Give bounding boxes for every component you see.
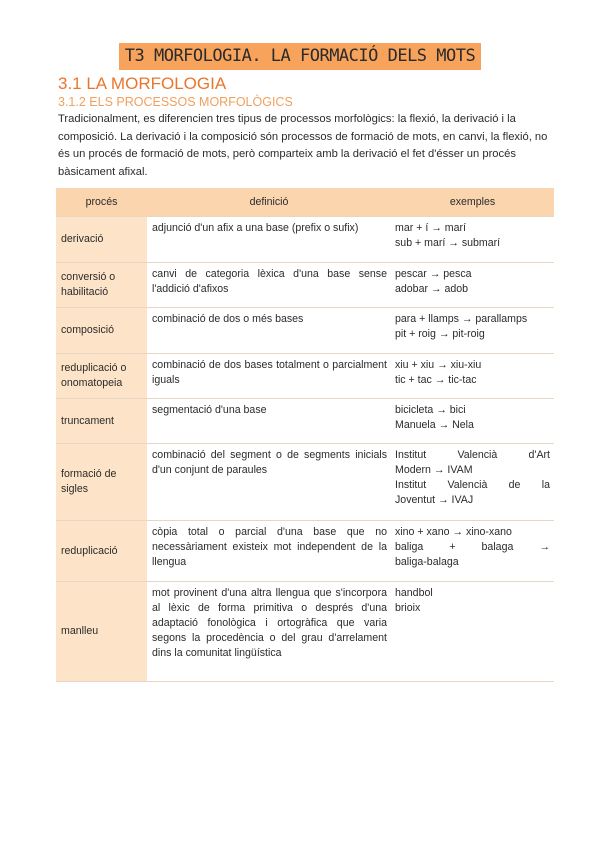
example-line: sub + marí → submarí bbox=[395, 237, 501, 249]
process-cell: conversió o habilitació bbox=[56, 263, 147, 308]
intro-paragraph: Tradicionalment, es diferencien tres tipus de processos morfològics: la flexió, la derivació i la composició. La derivació i la composició són processos de formació de mots, en canvi, la flexió, no és un procés de formació de mots, però comparteix amb la derivació el fet d'ésser un procés bàsicament afixal. bbox=[58, 113, 548, 178]
example-line: baliga-balaga bbox=[395, 556, 459, 568]
example-line: xiu + xiu → xiu-xiu bbox=[395, 359, 482, 371]
definition-cell: mot provinent d'una altra llengua que s'incorpora al lèxic de forma primitiva o després d'una adaptació fonològica i ortogràfica que varia segons la procedència o del grau d'arrelament dins la comunitat lingüística bbox=[147, 582, 391, 682]
examples-cell bbox=[391, 582, 554, 682]
column-header-examples: exemples bbox=[391, 188, 554, 217]
table-row bbox=[56, 399, 554, 444]
table-row bbox=[56, 582, 554, 682]
example-line: Modern → IVAM bbox=[395, 464, 473, 476]
table-row bbox=[56, 521, 554, 582]
process-cell: reduplicació o onomatopeia bbox=[56, 354, 147, 399]
examples-cell bbox=[391, 263, 554, 308]
definition-cell: combinació del segment o de segments inicials d'un conjunt de paraules bbox=[147, 444, 391, 521]
definition-cell: segmentació d'una base bbox=[147, 399, 391, 444]
title-bar bbox=[0, 43, 600, 70]
examples-cell bbox=[391, 521, 554, 582]
processes-table bbox=[56, 188, 554, 682]
examples-cell bbox=[391, 354, 554, 399]
example-line: tic + tac → tic-tac bbox=[395, 374, 477, 386]
definition-cell: combinació de dos bases totalment o parcialment iguals bbox=[147, 354, 391, 399]
examples-cell bbox=[391, 399, 554, 444]
process-cell: formació de sigles bbox=[56, 444, 147, 521]
examples-cell bbox=[391, 444, 554, 521]
example-line: xino + xano → xino-xano bbox=[395, 526, 512, 538]
subsection-heading: 3.1.2 ELS PROCESSOS MORFOLÒGICS bbox=[58, 95, 293, 109]
example-line: Joventut → IVAJ bbox=[395, 494, 474, 506]
examples-cell bbox=[391, 217, 554, 263]
example-line: brioix bbox=[395, 602, 421, 614]
example-line: baliga + balaga → bbox=[395, 541, 550, 553]
page-title: T3 MORFOLOGIA. LA FORMACIÓ DELS MOTS bbox=[119, 43, 481, 70]
process-cell: truncament bbox=[56, 399, 147, 444]
examples-cell bbox=[391, 308, 554, 354]
process-cell: manlleu bbox=[56, 582, 147, 682]
column-header-definition: definició bbox=[147, 188, 391, 217]
definition-cell: còpia total o parcial d'una base que no necessàriament existeix mot independent de la llengua bbox=[147, 521, 391, 582]
example-line: bicicleta → bici bbox=[395, 404, 466, 416]
example-line: Manuela → Nela bbox=[395, 419, 474, 431]
process-cell: derivació bbox=[56, 217, 147, 263]
example-line: adobar → adob bbox=[395, 283, 469, 295]
table-row bbox=[56, 354, 554, 399]
process-cell: reduplicació bbox=[56, 521, 147, 582]
definition-cell: canvi de categoria lèxica d'una base sense l'addició d'afixos bbox=[147, 263, 391, 308]
example-line: handbol bbox=[395, 587, 433, 599]
table-row bbox=[56, 308, 554, 354]
definition-cell: combinació de dos o més bases bbox=[147, 308, 391, 354]
process-cell: composició bbox=[56, 308, 147, 354]
table-row bbox=[56, 217, 554, 263]
table-row bbox=[56, 444, 554, 521]
table-row bbox=[56, 263, 554, 308]
section-heading: 3.1 LA MORFOLOGIA bbox=[58, 74, 227, 93]
example-line: mar + í → marí bbox=[395, 222, 466, 234]
column-header-process: procés bbox=[56, 188, 147, 217]
example-line: para + llamps → parallamps bbox=[395, 313, 528, 325]
table-header-row bbox=[56, 188, 554, 217]
example-line: Institut Valencià d'Art bbox=[395, 449, 550, 461]
example-line: Institut Valencià de la bbox=[395, 479, 550, 491]
definition-cell: adjunció d'un afix a una base (prefix o sufix) bbox=[147, 217, 391, 263]
example-line: pit + roig → pit-roig bbox=[395, 328, 485, 340]
example-line: pescar → pesca bbox=[395, 268, 472, 280]
